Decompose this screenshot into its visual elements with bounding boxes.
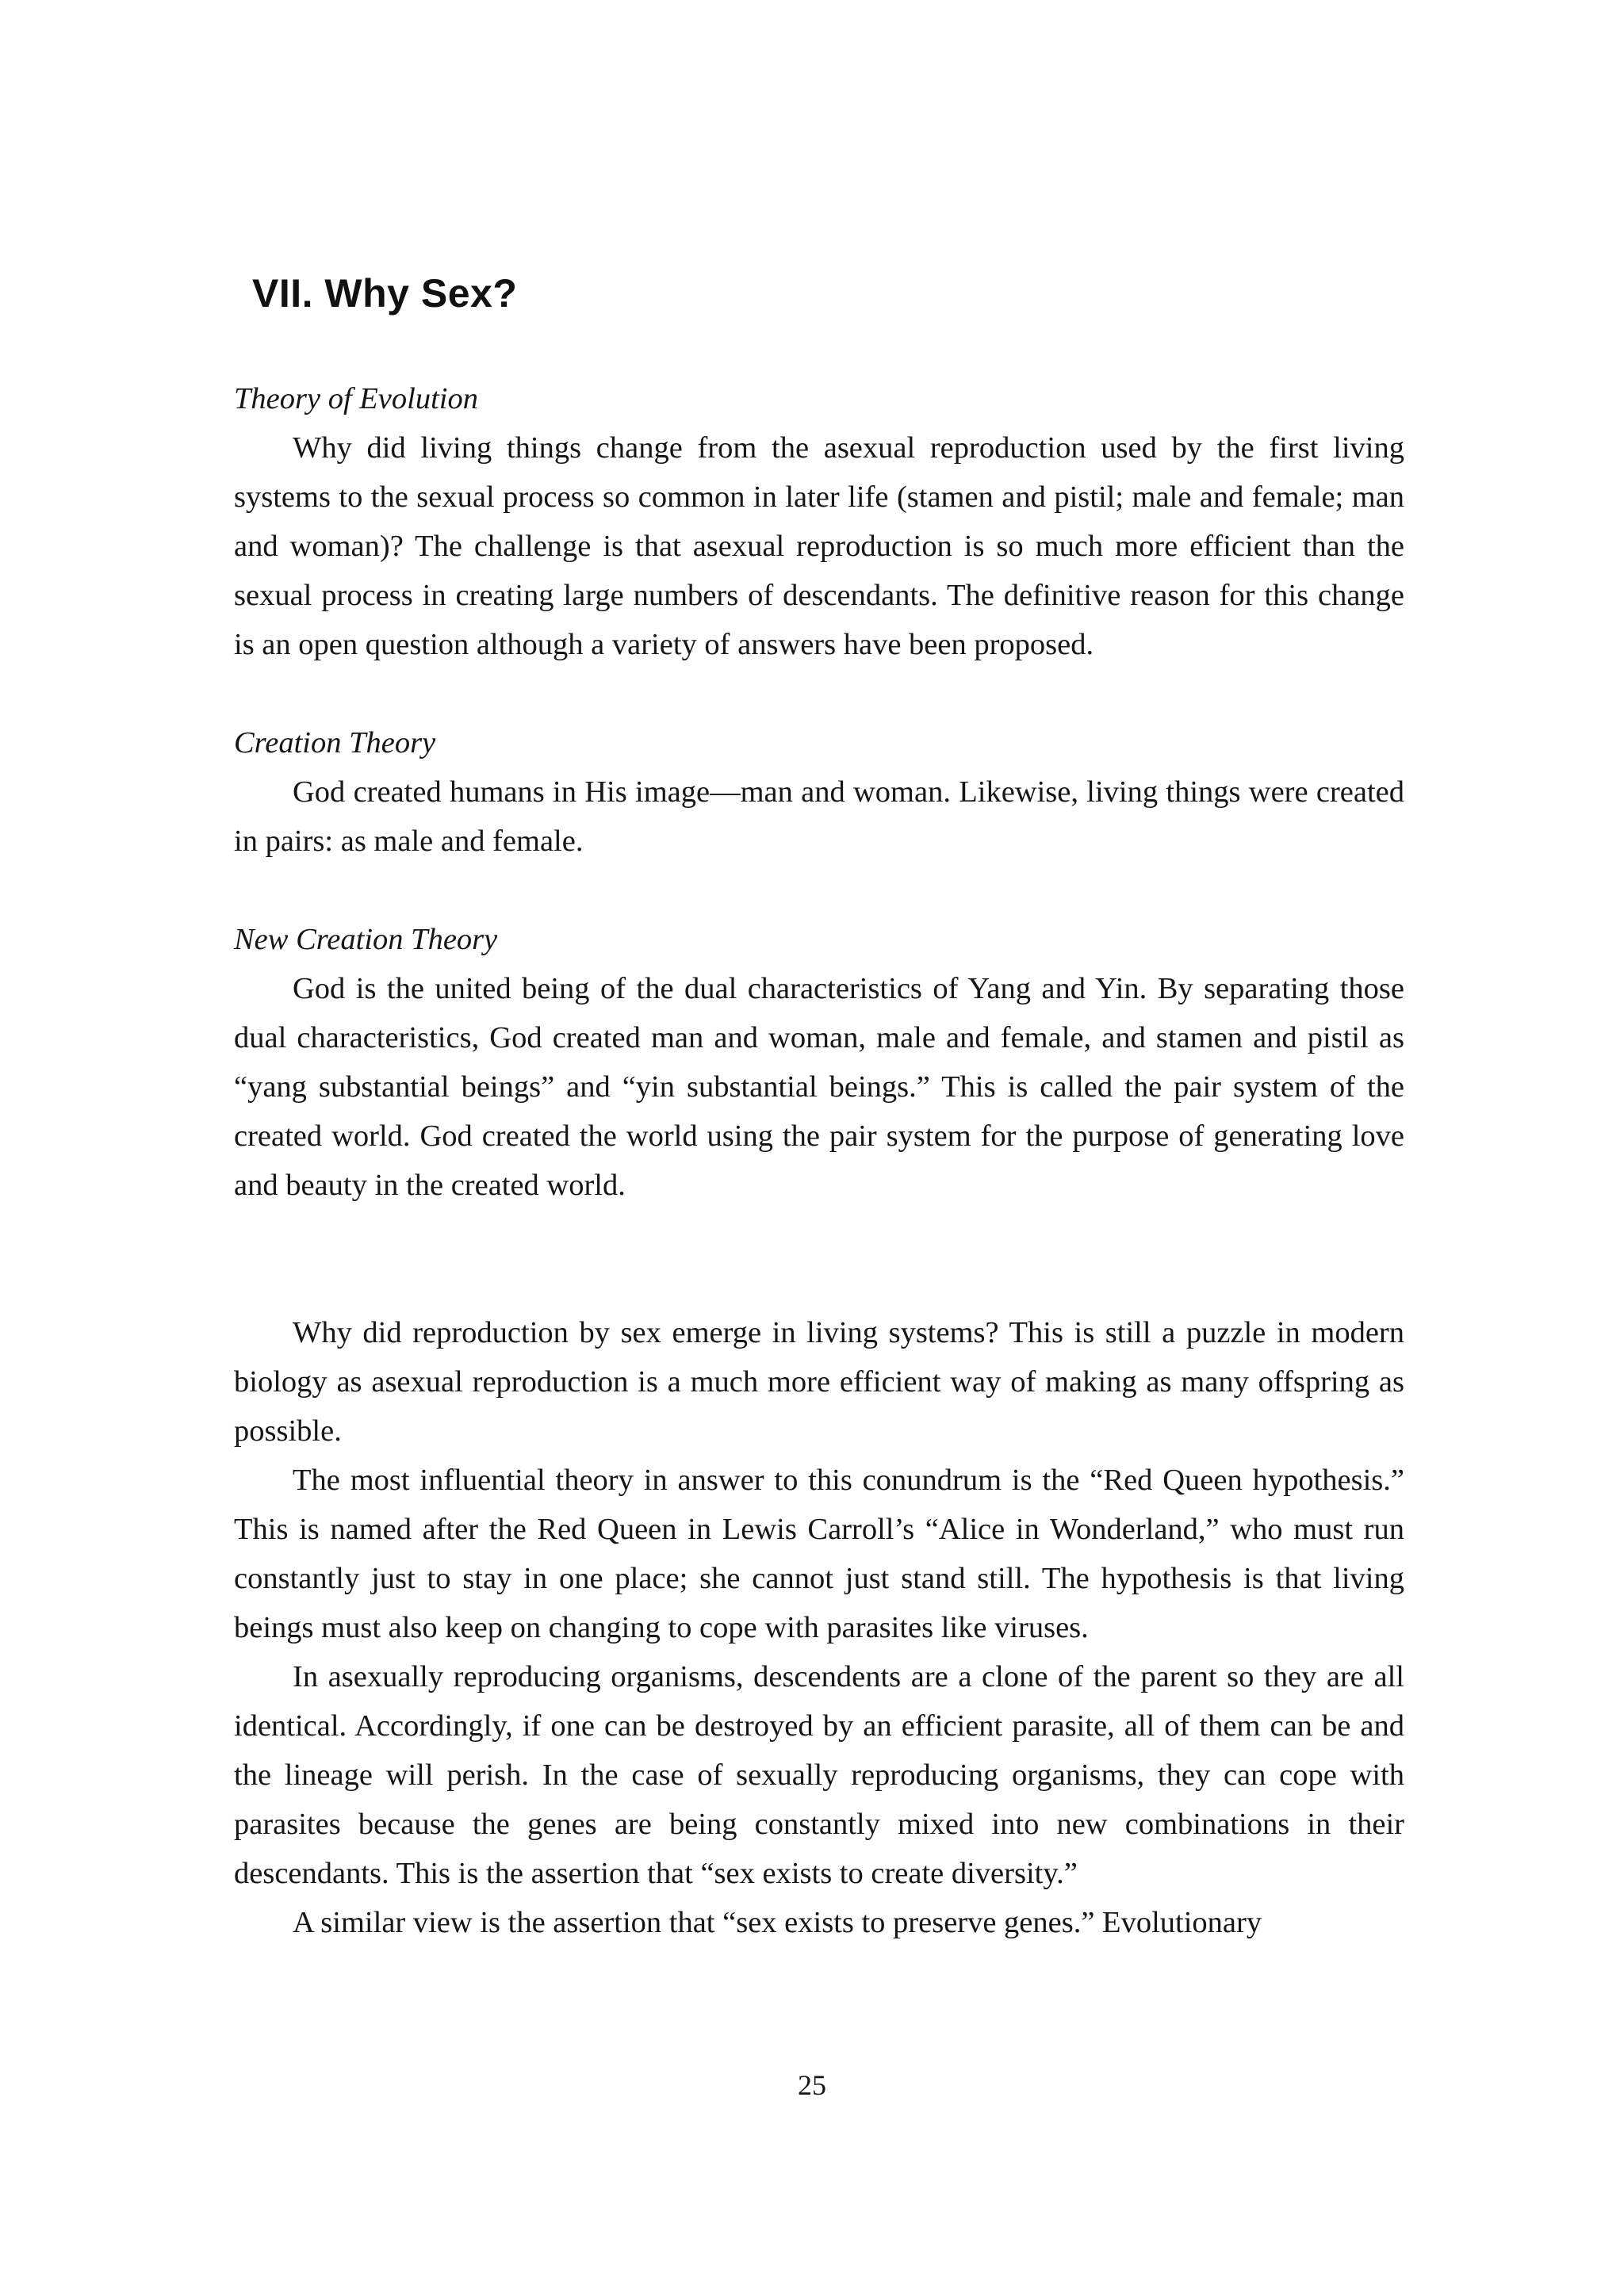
paragraph: Why did reproduction by sex emerge in living systems? This is still a puzzle in modern biology as asexual reproduction is a much more efficient way of making as many offspring as possible. — [234, 1316, 1404, 1448]
paragraph: Why did living things change from the asexual reproduction used by the first living systems to the sexual process so common in later life (stamen and pistil; male and female; man and woman)? The challenge is that asexual reproduction is so much more efficient than the sexual process in creating large numbers of descendants. The definitive reason for this change is an open question although a variety of answers have been proposed. — [234, 431, 1404, 661]
section-new-creation-theory — [234, 915, 1404, 1210]
spacer — [234, 669, 1404, 718]
section-heading-creation: Creation Theory — [234, 726, 436, 760]
chapter-title: VII. Why Sex? — [252, 271, 518, 316]
spacer — [234, 1259, 1404, 1308]
paragraph: A similar view is the assertion that “sex exists to preserve genes.” Evolutionary — [293, 1906, 1262, 1939]
page-number: 25 — [798, 2069, 826, 2101]
section-creation-theory — [234, 718, 1404, 866]
paragraph: God created humans in His image—man and woman. Likewise, living things were created in pairs: as male and female. — [234, 775, 1404, 858]
section-heading-evolution: Theory of Evolution — [234, 382, 478, 415]
section-discussion — [234, 1308, 1404, 1947]
paragraph: God is the united being of the dual characteristics of Yang and Yin. By separating those dual characteristics, God created man and woman, male and female, and stamen and pistil as “yang substantial beings” and “yin substantial beings.” This is called the pair system of the created world. God created the world using the pair system for the purpose of generating love and beauty in the created world. — [234, 972, 1404, 1202]
spacer — [234, 866, 1404, 915]
paragraph: In asexually reproducing organisms, descendents are a clone of the parent so they are all identical. Accordingly, if one can be destroyed by an efficient parasite, all of them can be and the lineage will perish. In the case of sexually reproducing organisms, they can cope with parasites because the genes are being constantly mixed into new combinations in their descendants. This is the assertion that “sex exists to create diversity.” — [234, 1660, 1404, 1890]
paragraph: The most influential theory in answer to this conundrum is the “Red Queen hypothesis.” This is named after the Red Queen in Lewis Carroll’s “Alice in Wonderland,” who must run constantly just to stay in one place; she cannot just stand still. The hypothesis is that living beings must also keep on changing to cope with parasites like viruses. — [234, 1464, 1404, 1644]
body-text — [234, 374, 1404, 1947]
section-theory-of-evolution — [234, 374, 1404, 669]
spacer — [234, 1210, 1404, 1259]
section-heading-new-creation: New Creation Theory — [234, 923, 498, 956]
